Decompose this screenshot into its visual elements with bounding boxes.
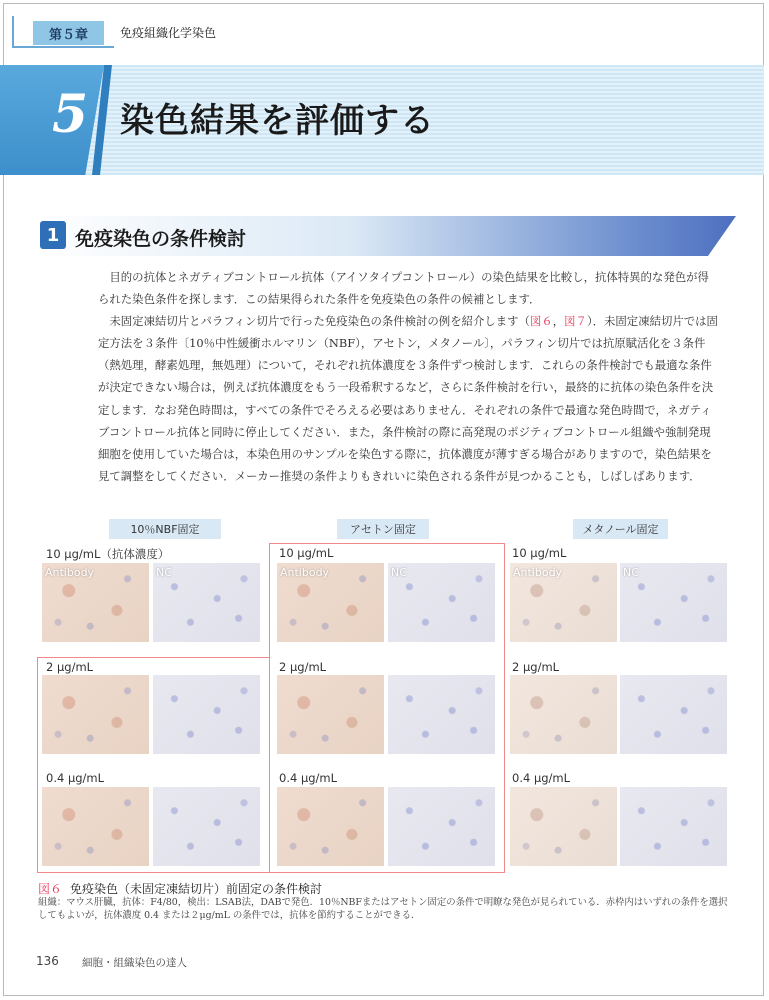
page-number: 136 xyxy=(36,954,59,968)
row-label: 0.4 μg/mL xyxy=(512,771,571,785)
row-label: 2 μg/mL xyxy=(512,660,560,674)
micrograph-nbf-0.4-nc xyxy=(153,787,260,866)
subsection-title: 免疫染色の条件検討 xyxy=(75,228,247,250)
paragraph-2-intro: 未固定凍結切片とパラフィン切片で行った免疫染色の条件検討の例を紹介します（ xyxy=(109,314,530,329)
column-label-methanol: メタノール固定 xyxy=(573,519,668,539)
chapter-label: 第５章 xyxy=(33,21,104,45)
panel-tag-antibody: Antibody xyxy=(280,566,330,579)
micrograph-nbf-2-antibody xyxy=(42,675,149,754)
panel-tag-nc: NC xyxy=(623,566,639,579)
chapter-title: 免疫組織化学染色 xyxy=(120,26,217,40)
page-title: 染色結果を評価する xyxy=(120,101,435,141)
book-title: 細胞・組織染色の達人 xyxy=(82,957,187,969)
row-label: 10 μg/mL xyxy=(512,546,567,560)
micrograph-acetone-2-antibody xyxy=(277,675,384,754)
subsection-number: 1 xyxy=(40,221,66,249)
paragraph-2-body: ）．未固定凍結切片では固定方法を３条件〔10％中性緩衝ホルマリン（NBF），アセトン，メタノール〕，パラフィン切片では抗原賦活化を３条件（熱処理，酵素処理，無処理）について，それぞれ抗体濃度を３条件ずつ検討します．これらの条件検討でも最適な条件が決定できない場合は，例えば抗体濃度をもう一段希釈するなど，さらに条件検討を行い，最終的に抗体の染色条件を決定します．なお発色時間は，すべての条件でそろえる必要はありません．それぞれの条件で最適な発色時間で，ネガティブコントロール抗体と同時に停止してください．また，条件検討の際に高発現のポジティブコントロール組織や強制発現細胞を使用していた場合は，本染色用のサンプルを染色する際に，抗体濃度が薄すぎる場合がありますので，染色結果を見て調整をしてください．メーカー推奨の条件よりもきれいに染色される条件が見つかることも，しばしばあります． xyxy=(98,314,718,483)
micrograph-nbf-10-antibody xyxy=(42,563,149,642)
column-label-nbf: 10％NBF固定 xyxy=(109,519,221,539)
micrograph-nbf-10-nc xyxy=(153,563,260,642)
row-label: 10 μg/mL（抗体濃度） xyxy=(46,547,170,561)
micrograph-nbf-2-nc xyxy=(153,675,260,754)
micrograph-nbf-0.4-antibody xyxy=(42,787,149,866)
figure-ref-6[interactable]: 図６ xyxy=(529,314,553,329)
row-label: 2 μg/mL xyxy=(279,660,327,674)
section-number: 5 xyxy=(52,84,89,145)
micrograph-methanol-0.4-nc xyxy=(620,787,727,866)
figure-caption-text: 組織：マウス肝臓，抗体：F4/80，検出：LSAB法，DABで発色．10％NBFまたはアセトン固定の条件で明瞭な発色が見られている．赤枠内はいずれの条件を選択してもよいが，抗体濃度 0.4 または２μg/mL の条件では，抗体を節約することができる． xyxy=(38,897,728,921)
column-label-acetone: アセトン固定 xyxy=(337,519,429,539)
figure-title: 免疫染色（未固定凍結切片）前固定の条件検討 xyxy=(70,882,323,896)
row-label: 0.4 μg/mL xyxy=(46,771,105,785)
body-text xyxy=(98,266,718,487)
panel-tag-nc: NC xyxy=(156,566,172,579)
row-label: 2 μg/mL xyxy=(46,660,94,674)
panel-tag-antibody: Antibody xyxy=(45,566,95,579)
micrograph-acetone-0.4-nc xyxy=(388,787,495,866)
micrograph-acetone-2-nc xyxy=(388,675,495,754)
micrograph-methanol-2-antibody xyxy=(510,675,617,754)
micrograph-acetone-10-antibody xyxy=(277,563,384,642)
micrograph-acetone-10-nc xyxy=(388,563,495,642)
paragraph-2 xyxy=(98,310,718,487)
panel-tag-antibody: Antibody xyxy=(513,566,563,579)
ref-separator: ， xyxy=(552,314,565,329)
paragraph-1: 目的の抗体とネガティブコントロール抗体（アイソタイプコントロール）の染色結果を比較し，抗体特異的な発色が得られた染色条件を探します．この結果得られた条件を免疫染色の条件の候補とします． xyxy=(98,270,709,307)
figure-ref-7[interactable]: 図７ xyxy=(564,314,587,329)
micrograph-methanol-0.4-antibody xyxy=(510,787,617,866)
micrograph-methanol-10-antibody xyxy=(510,563,617,642)
micrograph-methanol-2-nc xyxy=(620,675,727,754)
row-label: 0.4 μg/mL xyxy=(279,771,338,785)
micrograph-acetone-0.4-antibody xyxy=(277,787,384,866)
panel-tag-nc: NC xyxy=(391,566,407,579)
figure-number: 図６ xyxy=(38,882,63,896)
row-label: 10 μg/mL xyxy=(279,546,334,560)
micrograph-methanol-10-nc xyxy=(620,563,727,642)
figure-caption-title xyxy=(38,880,322,897)
